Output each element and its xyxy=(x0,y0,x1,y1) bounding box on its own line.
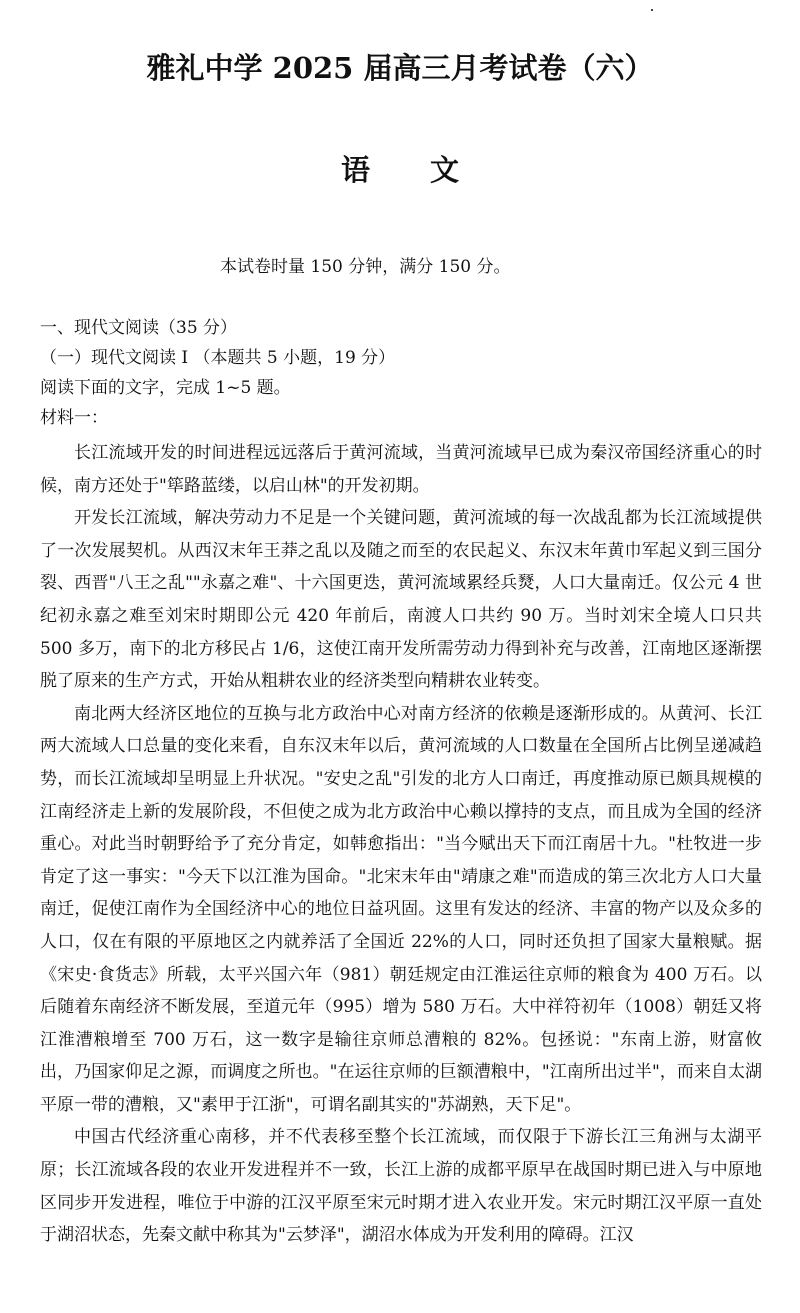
exam-title: 雅礼中学 2025 届高三月考试卷（六） xyxy=(146,51,654,85)
reading-instruction: 阅读下面的文字，完成 1~5 题。 xyxy=(40,378,291,398)
paragraph: 开发长江流域，解决劳动力不足是一个关键问题，黄河流域的每一次战乱都为长江流域提供了一次发展契机。从西汉末年王莽之乱以及随之而至的农民起义、东汉末年黄巾军起义到三国分裂、西晋"八王之乱""永嘉之难"、十六国更迭，黄河流域累经兵燹，人口大量南迁。仅公元 4 世纪初永嘉之难至刘宋时期即公元 420 年前后，南渡人口共约 90 万。当时刘宋全境人口只共 500 多万，南下的北方移民占 1/6，这使江南开发所需劳动力得到补充与改善，江南地区逐渐摆脱了原来的生产方式，开始从粗耕农业的经济类型向精耕农业转变。 xyxy=(40,508,762,692)
material-label: 材料一： xyxy=(40,408,108,428)
section-subheading: （一）现代文阅读 I （本题共 5 小题，19 分） xyxy=(40,348,396,368)
scan-speck xyxy=(651,9,653,11)
paragraph: 中国古代经济重心南移，并不代表移至整个长江流域，而仅限于下游长江三角洲与太湖平原；长江流域各段的农业开发进程并不一致，长江上游的成都平原早在战国时期已进入与中原地区同步开发进程，唯位于中游的江汉平原至宋元时期才进入农业开发。宋元时期江汉平原一直处于湖沼状态，先秦文献中称其为"云梦泽"，湖沼水体成为开发利用的障碍。江汉 xyxy=(40,1127,762,1246)
material-text xyxy=(40,437,762,1252)
subject-title: 语文 xyxy=(340,153,519,187)
paragraph: 南北两大经济区地位的互换与北方政治中心对南方经济的依赖是逐渐形成的。从黄河、长江两大流域人口总量的变化来看，自东汉末年以后，黄河流域的人口数量在全国所占比例呈递减趋势，而长江流域却呈明显上升状况。"安史之乱"引发的北方人口南迁，再度推动原已颇具规模的江南经济走上新的发展阶段，不但使之成为北方政治中心赖以撑持的支点，而且成为全国的经济重心。对此当时朝野给予了充分肯定，如韩愈指出："当今赋出天下而江南居十九。"杜牧进一步肯定了这一事实："今天下以江淮为国命。"北宋末年由"靖康之难"而造成的第三次北方人口大量南迁，促使江南作为全国经济中心的地位日益巩固。这里有发达的经济、丰富的物产以及众多的人口，仅在有限的平原地区之内就养活了全国近 22%的人口，同时还负担了国家大量粮赋。据《宋史·食货志》所载，太平兴国六年（981）朝廷规定由江淮运往京师的粮食为 400 万石。以后随着东南经济不断发展，至道元年（995）增为 580 万石。大中祥符初年（1008）朝廷又将江淮漕粮增至 700 万石，这一数字是输往京师总漕粮的 82%。包拯说："东南上游，财富攸出，乃国家仰足之源，而调度之所也。"在运往京师的巨额漕粮中，"江南所出过半"，而来自太湖平原一带的漕粮，又"素甲于江浙"，可谓名副其实的"苏湖熟，天下足"。 xyxy=(40,703,762,1115)
paragraph: 长江流域开发的时间进程远远落后于黄河流域，当黄河流域早已成为秦汉帝国经济重心的时候，南方还处于"筚路蓝缕，以启山林"的开发初期。 xyxy=(40,443,762,496)
section-heading: 一、现代文阅读（35 分） xyxy=(40,318,238,338)
exam-info: 本试卷时量 150 分钟，满分 150 分。 xyxy=(220,257,511,277)
